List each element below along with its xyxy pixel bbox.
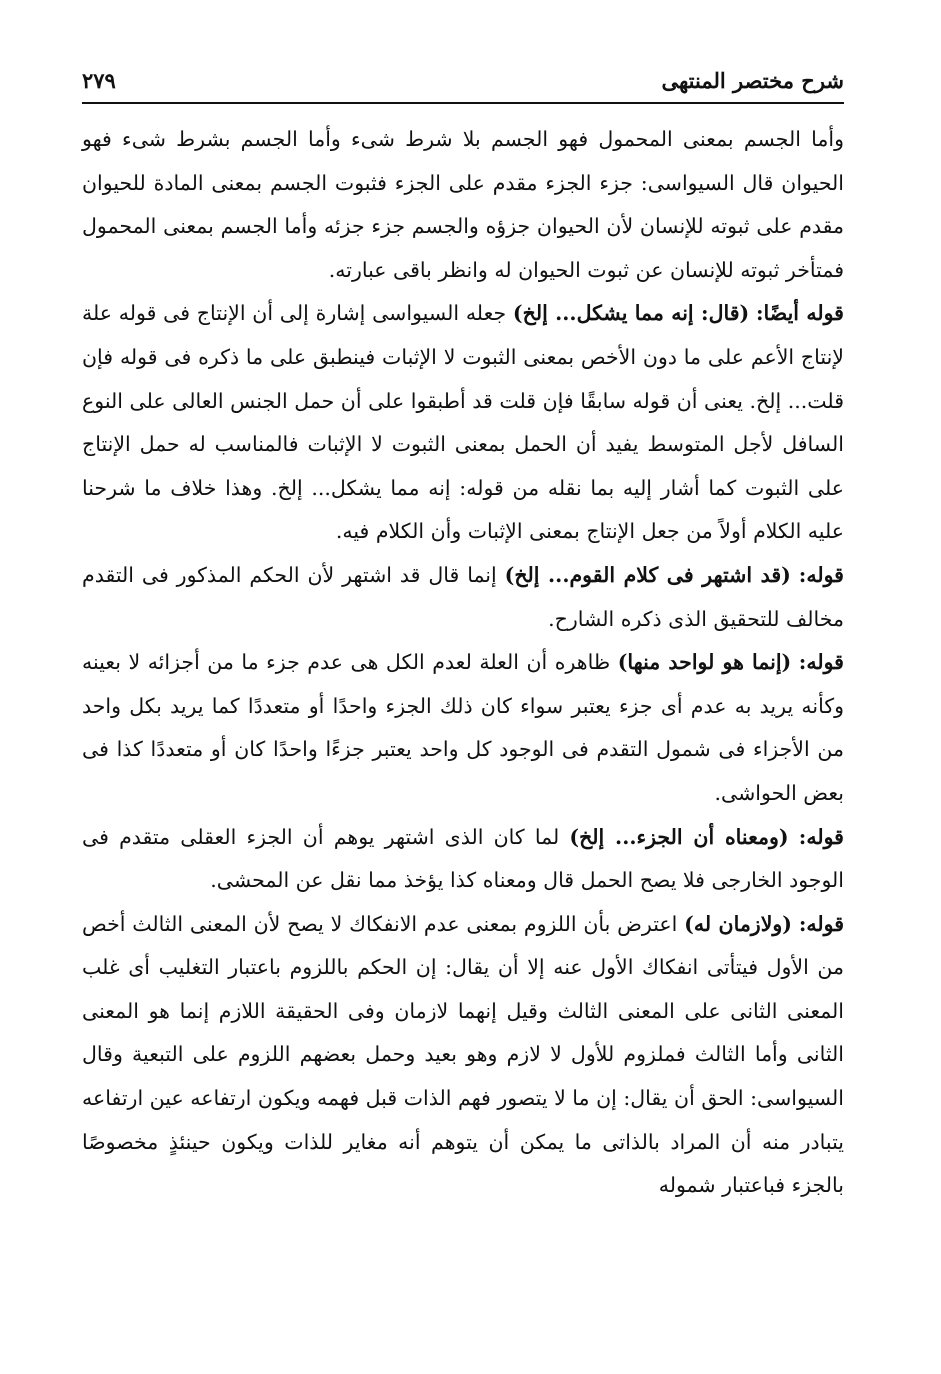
- paragraph: [82, 903, 844, 1208]
- body-text: [82, 118, 844, 1208]
- paragraph: [82, 554, 844, 641]
- paragraph-lead: قوله أيضًا:: [755, 301, 844, 326]
- paragraph: [82, 118, 844, 292]
- paragraph-text: إنما قال قد اشتهر لأن الحكم المذكور فى التقدم مخالف للتحقيق الذى ذكره الشارح.: [82, 562, 844, 631]
- paragraph-text: وأما الجسم بمعنى المحمول فهو الجسم بلا شرط شىء وأما الجسم بشرط شىء فهو الحيوان قال السيواسى: جزء الجزء مقدم على الجزء فثبوت الجسم بمعنى المادة للحيوان مقدم على ثبوته للإنسان لأن الحيوان جزؤه والجسم جزء جزئه وأما الجسم بمعنى المحمول فمتأخر ثبوته للإنسان عن ثبوت الحيوان له وانظر باقى عبارته.: [82, 127, 844, 282]
- header-rule: [82, 102, 844, 104]
- paragraph: [82, 292, 844, 554]
- paragraph-text: جعله السيواسى إشارة إلى أن الإنتاج فى قوله علة لإنتاج الأعم على ما دون الأخص بمعنى الثبوت لا الإثبات فينطبق على ما ذكره فى قوله فإن قلت... إلخ. يعنى أن قوله سابقًا فإن قلت قد أطبقوا على أن حمل الجنس العالى على النوع السافل لأجل المتوسط يفيد أن الحمل بمعنى الثبوت لا الإثبات فالمناسب له حمل الإنتاج على الثبوت كما أشار إليه بما نقله من قوله: إنه مما يشكل... إلخ. وهذا خلاف ما شرحنا عليه الكلام أولاً من جعل الإنتاج بمعنى الإثبات وأن الكلام فيه.: [82, 301, 844, 544]
- paragraph-lead: قوله:: [798, 650, 844, 675]
- paragraph-lead: قوله:: [798, 911, 845, 936]
- paragraph-quote: (قد اشتهر فى كلام القوم... إلخ): [504, 562, 791, 587]
- paragraph-lead: قوله:: [798, 824, 844, 849]
- paragraph-text: لما كان الذى اشتهر يوهم أن الجزء العقلى متقدم فى الوجود الخارجى فلا يصح الحمل قال ومعناه كذا يؤخذ مما نقل عن المحشى.: [82, 824, 844, 893]
- paragraph-quote: (ولازمان له): [684, 911, 792, 936]
- paragraph-quote: (إنما هو لواحد منها): [617, 650, 792, 675]
- paragraph: [82, 641, 844, 815]
- paragraph-lead: قوله:: [798, 562, 844, 587]
- page-header: [82, 66, 844, 102]
- paragraph: [82, 816, 844, 903]
- paragraph-quote: (ومعناه أن الجزء... إلخ): [569, 824, 789, 849]
- paragraph-text: ظاهره أن العلة لعدم الكل هى عدم جزء ما من أجزائه لا بعينه وكأنه يريد به عدم أى جزء يعتبر سواء كان ذلك الجزء واحدًا أو متعددًا كما يريد بكل واحد من الأجزاء فى شمول التقدم فى الوجود كل واحد يعتبر جزءًا واحدًا كان أو متعددًا كذا فى بعض الحواشى.: [82, 650, 844, 805]
- paragraph-quote: (قال: إنه مما يشكل... إلخ): [512, 301, 750, 326]
- paragraph-text: اعترض بأن اللزوم بمعنى عدم الانفكاك لا يصح لأن المعنى الثالث أخص من الأول فيتأتى انفكاك الأول عنه إلا أن يقال: إن الحكم باللزوم باعتبار التغليب أى غلب المعنى الثانى على المعنى الثالث وقيل إنهما لازمان وفى الحقيقة اللازم إنما هو المعنى الثانى وأما الثالث فملزوم للأول لا لازم وهو بعيد وحمل بعضهم اللزوم على التبعية وقال السيواسى: الحق أن يقال: إن ما لا يتصور فهم الذات قبل فهمه ويكون ارتفاعه عين ارتفاعه يتبادر منه أن المراد بالذاتى ما يمكن أن يتوهم أنه مغاير للذات ويكون حينئذٍ مخصوصًا بالجزء فباعتبار شموله: [82, 911, 844, 1198]
- page-number: ٢٧٩: [82, 68, 116, 93]
- running-title: شرح مختصر المنتهى: [661, 68, 844, 93]
